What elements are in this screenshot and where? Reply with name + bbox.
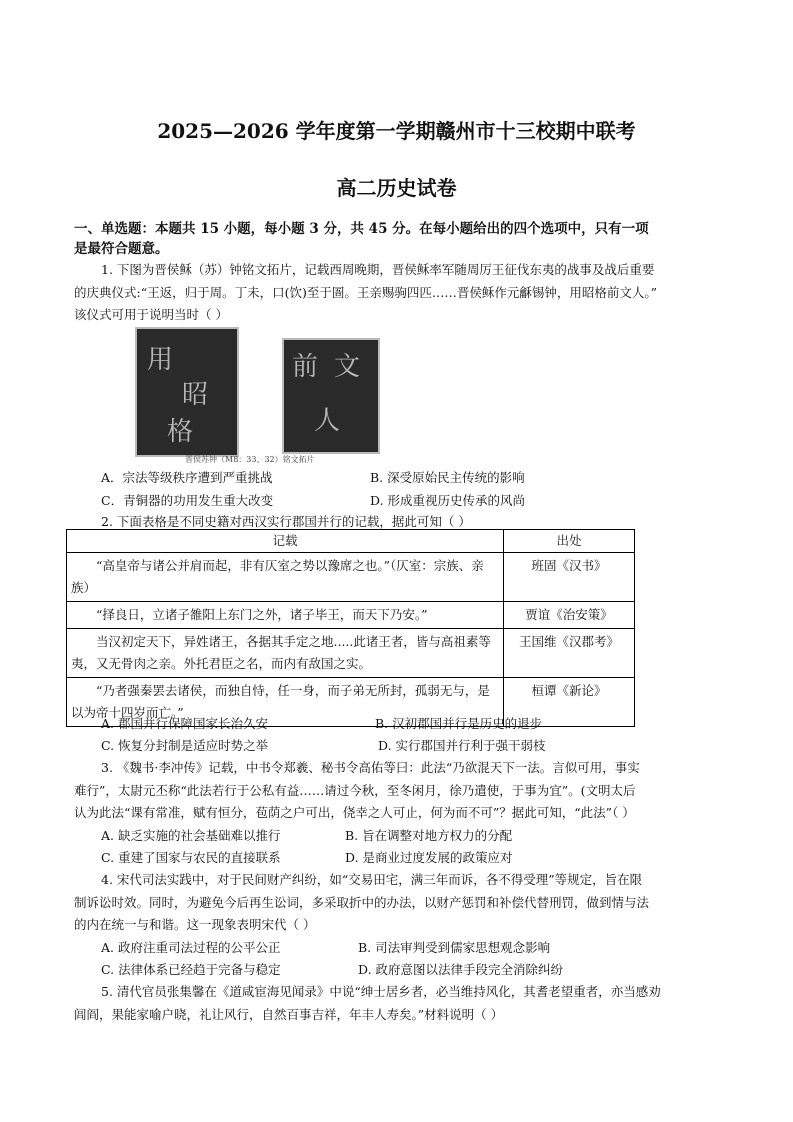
q2-option-a: A. 郡国并行保障国家长治久安 <box>101 716 268 731</box>
rubbing-glyph: 人 <box>314 406 341 436</box>
q1-option-d: D. 形成重视历史传承的风尚 <box>370 493 526 508</box>
table-cell-source: 班固《汉书》 <box>504 553 635 602</box>
q3-line1: 3. 《魏书·李冲传》记载，中书令郑羲、秘书令高佑等曰：此法“乃欲混天下一法。言似可用，事实 <box>101 760 640 775</box>
table-cell-record: “乃者强秦罢去诸侯，而独自恃，任一身，而子弟无所封，孤弱无与，是以为帝十四岁而亡。” <box>67 678 504 727</box>
q5-line1: 5. 清代官员张集馨在《道咸宦海见闻录》中说“绅士居乡者，必当维持风化，其耆老望重者，亦当感劝 <box>101 984 661 999</box>
q2-option-d: D. 实行郡国并行利于强干弱枝 <box>378 738 546 753</box>
image-caption: 晋侯苏钟（M8：33、32）铭文拓片 <box>185 455 315 464</box>
table-cell-source: 贾谊《治安策》 <box>504 602 635 629</box>
rubbing-glyph: 昭 <box>182 380 209 410</box>
rubbing-image-right <box>282 338 380 454</box>
q3-option-d: D. 是商业过度发展的政策应对 <box>345 850 513 865</box>
q5-line2: 闾阎，果能家喻户晓，礼让风行，自然百事吉祥，年丰人寿矣。”材料说明（ ） <box>74 1007 504 1022</box>
table-cell-source: 桓谭《新论》 <box>504 678 635 727</box>
table-cell-source: 王国维《汉郡考》 <box>504 629 635 678</box>
table-row <box>67 553 635 602</box>
q1-option-a: A．宗法等级秩序遭到严重挑战 <box>101 470 273 485</box>
rubbing-glyph: 用 <box>147 345 174 375</box>
q3-option-b: B. 旨在调整对地方权力的分配 <box>345 828 513 843</box>
table-cell-record: “高皇帝与诸公并肩而起，非有仄室之势以豫席之也。”（仄室：宗族、亲族） <box>67 553 504 602</box>
table-header-row <box>67 530 635 553</box>
q3-line3: 认为此法“课有常准，赋有恒分，苞荫之户可出，侥幸之人可止，何为而不可”？据此可知，“此法”（ ） <box>74 805 635 820</box>
rubbing-glyph: 前 <box>292 352 319 382</box>
q2-option-b: B. 汉初郡国并行是历史的退步 <box>375 716 543 731</box>
exam-title: 2025—2026 学年度第一学期赣州市十三校期中联考 <box>157 119 636 143</box>
rubbing-glyph: 文 <box>334 352 361 382</box>
q4-option-d: D. 政府意图以法律手段完全消除纠纷 <box>358 962 564 977</box>
q3-option-c: C. 重建了国家与农民的直接联系 <box>101 850 281 865</box>
table-row <box>67 602 635 629</box>
q4-line3: 的内在统一与和谐。这一现象表明宋代（ ） <box>74 917 316 932</box>
q4-option-b: B. 司法审判受到儒家思想观念影响 <box>358 940 551 955</box>
records-table <box>66 529 635 727</box>
q4-option-a: A. 政府注重司法过程的公平公正 <box>101 940 281 955</box>
q4-option-c: C. 法律体系已经趋于完备与稳定 <box>101 962 281 977</box>
q1-line2: 的庆典仪式:“王返，归于周。丁未，口(饮)至于圄。王亲赐驹四匹……晋侯稣作元龢锡钟，用昭格前文人。” <box>74 285 657 300</box>
table-row <box>67 629 635 678</box>
q3-line2: 难行”，太尉元丕称“此法若行于公私有益……请过今秋，至冬闲月，徐乃遣使，于事为宜”。(文明太后 <box>74 783 636 798</box>
section-heading-cont: 是最符合题意。 <box>74 241 169 257</box>
table-header-record: 记载 <box>67 530 504 553</box>
q2-option-c: C. 恢复分封制是适应时势之举 <box>101 738 269 753</box>
section-heading: 一、单选题：本题共 15 小题，每小题 3 分，共 45 分。在每小题给出的四个选项中，只有一项 <box>74 221 649 237</box>
exam-subtitle: 高二历史试卷 <box>336 176 457 200</box>
q4-line2: 制诉讼时效。同时，为避免今后再生讼词，多采取折中的办法，以财产惩罚和补偿代替刑罚，做到情与法 <box>74 895 650 910</box>
q2-stem: 2. 下面表格是不同史籍对西汉实行郡国并行的记载，据此可知（ ） <box>101 514 471 529</box>
rubbing-glyph: 格 <box>167 417 194 447</box>
q3-option-a: A. 缺乏实施的社会基础难以推行 <box>101 828 281 843</box>
q1-line3: 该仪式可用于说明当时（ ） <box>74 307 228 322</box>
q4-line1: 4. 宋代司法实践中，对于民间财产纠纷，如“交易田宅，满三年而诉，各不得受理”等规定，旨在限 <box>101 872 643 887</box>
table-header-source: 出处 <box>504 530 635 553</box>
q1-option-b: B. 深受原始民主传统的影响 <box>370 470 525 485</box>
q1-line1: 1. 下图为晋侯稣（苏）钟铭文拓片，记载西周晚期，晋侯稣率军随周厉王征伐东夷的战事及战后重要 <box>101 262 655 277</box>
table-cell-record: “择良日，立诸子雒阳上东门之外，诸子毕王，而天下乃安。” <box>67 602 504 629</box>
rubbing-image-left <box>135 327 239 457</box>
q1-option-c: C．青铜器的功用发生重大改变 <box>101 493 274 508</box>
table-cell-record: 当汉初定天下，异姓诸王，各据其手定之地.....此诸王者，皆与高祖素等夷，又无骨肉之亲。外托君臣之名，而内有敌国之实。 <box>67 629 504 678</box>
